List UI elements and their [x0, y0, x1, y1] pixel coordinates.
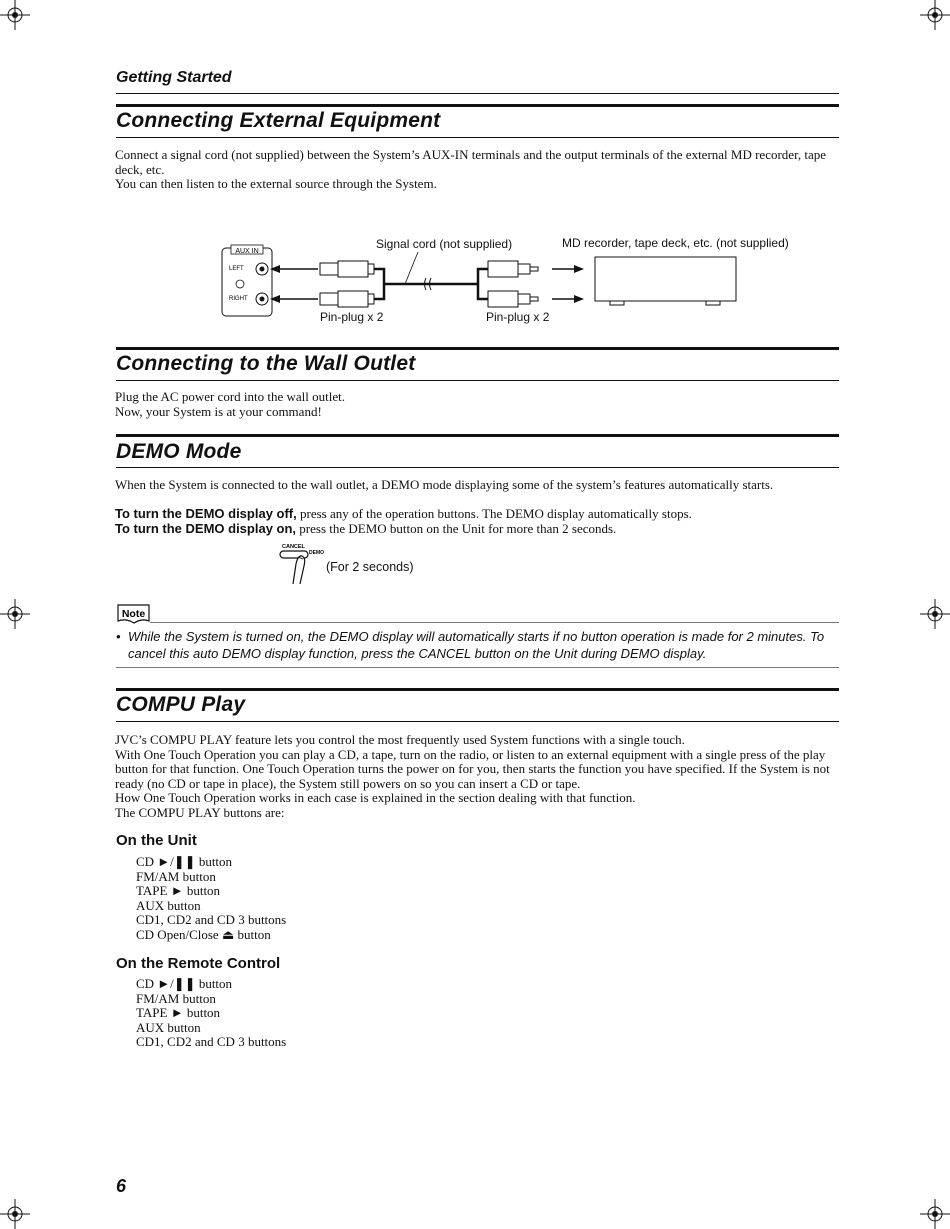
pin-plug-right-label: Pin-plug x 2 [486, 310, 550, 324]
list-item: CD1, CD2 and CD 3 buttons [136, 912, 287, 928]
unit-button-list [136, 855, 286, 943]
running-header: Getting Started [116, 69, 232, 86]
demo-para: When the System is connected to the wall outlet, a DEMO mode displaying some of the system’s features automatically starts. [115, 477, 774, 492]
list-item: CD ►/❚❚ button [136, 854, 233, 869]
note-rule [150, 622, 839, 623]
section-rule [116, 721, 839, 722]
demo-off-line [115, 507, 840, 522]
registration-mark-icon [920, 599, 950, 629]
section-title-wall: Connecting to the Wall Outlet [116, 352, 416, 375]
list-item: CD1, CD2 and CD 3 buttons [136, 1034, 287, 1050]
list-item: FM/AM button [136, 990, 216, 1006]
demo-on-line [115, 522, 840, 537]
arrow-icon [270, 265, 318, 303]
compu-para-1: JVC’s COMPU PLAY feature lets you control the most frequently used System functions with a single touch. [115, 732, 685, 747]
fig-demo-label: DEMO [309, 550, 324, 556]
registration-mark-icon [920, 0, 950, 30]
note-item [116, 629, 840, 662]
list-item: AUX button [136, 1019, 201, 1035]
signal-cord-label: Signal cord (not supplied) [376, 237, 513, 251]
pin-plug-right-icon [488, 261, 538, 307]
section-title-compu: COMPU Play [116, 693, 246, 716]
signal-cord [374, 269, 488, 299]
list-item: FM/AM button [136, 868, 216, 884]
registration-mark-icon [0, 1199, 30, 1229]
compu-para-3: How One Touch Operation works in each case is explained in the section dealing with that function. [115, 790, 636, 806]
header-rule [116, 93, 839, 94]
demo-off-text: press any of the operation buttons. The DEMO display automatically stops. [296, 506, 692, 521]
connection-diagram [210, 232, 810, 328]
list-item: TAPE ► button [136, 1005, 221, 1021]
arrow-icon [552, 265, 584, 303]
section-title-demo: DEMO Mode [116, 440, 242, 463]
finger-icon [293, 556, 305, 584]
note-text: While the System is turned on, the DEMO display will automatically starts if no button operation is made for 2 minutes. To cancel this auto DEMO display function, press the CANCEL button on the Unit during DEMO display. [128, 629, 825, 661]
leader-line [405, 252, 418, 284]
note-icon [116, 602, 152, 628]
right-label: RIGHT [229, 296, 248, 302]
unit-heading: On the Unit [116, 832, 197, 849]
pin-plug-left-label: Pin-plug x 2 [320, 310, 384, 324]
external-para-2: You can then listen to the external source through the System. [115, 176, 437, 192]
list-item: CD Open/Close ⏏ button [136, 926, 271, 942]
section-rule [116, 347, 839, 350]
external-para-1: Connect a signal cord (not supplied) between the System’s AUX-IN terminals and the output terminals of the external MD recorder, tape deck, etc. [115, 147, 827, 177]
note-badge-label: Note [121, 608, 146, 620]
section-title-external: Connecting External Equipment [116, 109, 441, 132]
aux-in-panel [222, 245, 272, 316]
list-item: TAPE ► button [136, 883, 221, 899]
aux-in-label: AUX IN [235, 248, 259, 255]
pin-plug-left-icon [320, 261, 374, 307]
md-recorder-icon [595, 257, 736, 305]
registration-mark-icon [0, 599, 30, 629]
demo-on-label: To turn the DEMO display on, [115, 520, 297, 536]
section-rule [116, 434, 839, 437]
compu-text [115, 733, 840, 821]
note-rule [116, 667, 839, 668]
registration-mark-icon [920, 1199, 950, 1229]
section-rule [116, 104, 839, 107]
page-number: 6 [116, 1176, 127, 1196]
compu-para-4: The COMPU PLAY buttons are: [115, 804, 285, 820]
wall-text [115, 390, 840, 419]
wall-line-1: Plug the AC power cord into the wall outlet. [115, 389, 345, 404]
list-item: CD ►/❚❚ button [136, 976, 233, 991]
section-rule [116, 688, 839, 691]
demo-instructions [115, 507, 840, 536]
note-bullet: • [116, 629, 121, 644]
md-recorder-label: MD recorder, tape deck, etc. (not supplied) [562, 236, 789, 250]
compu-para-2: With One Touch Operation you can play a CD, a tape, turn on the radio, or listen to an external equipment with a single press of the play button for that function. One Touch Operation turns the power on for you, then starts the function you have specified. If the System is not ready (no CD or tape in place), the System still powers on so you can insert a CD or tape. [115, 746, 830, 791]
registration-mark-icon [0, 0, 30, 30]
remote-heading: On the Remote Control [116, 955, 281, 972]
wall-line-2: Now, your System is at your command! [115, 403, 322, 419]
list-item: AUX button [136, 897, 201, 913]
external-intro [115, 148, 840, 192]
section-rule [116, 380, 839, 381]
left-label: LEFT [229, 266, 244, 272]
remote-button-list [136, 977, 286, 1050]
fig-caption: (For 2 seconds) [326, 560, 414, 574]
section-rule [116, 467, 839, 468]
demo-off-label: To turn the DEMO display off, [115, 506, 297, 521]
demo-on-text: press the DEMO button on the Unit for more than 2 seconds. [296, 520, 617, 536]
section-rule [116, 137, 839, 138]
fig-cancel-label: CANCEL [282, 544, 305, 550]
